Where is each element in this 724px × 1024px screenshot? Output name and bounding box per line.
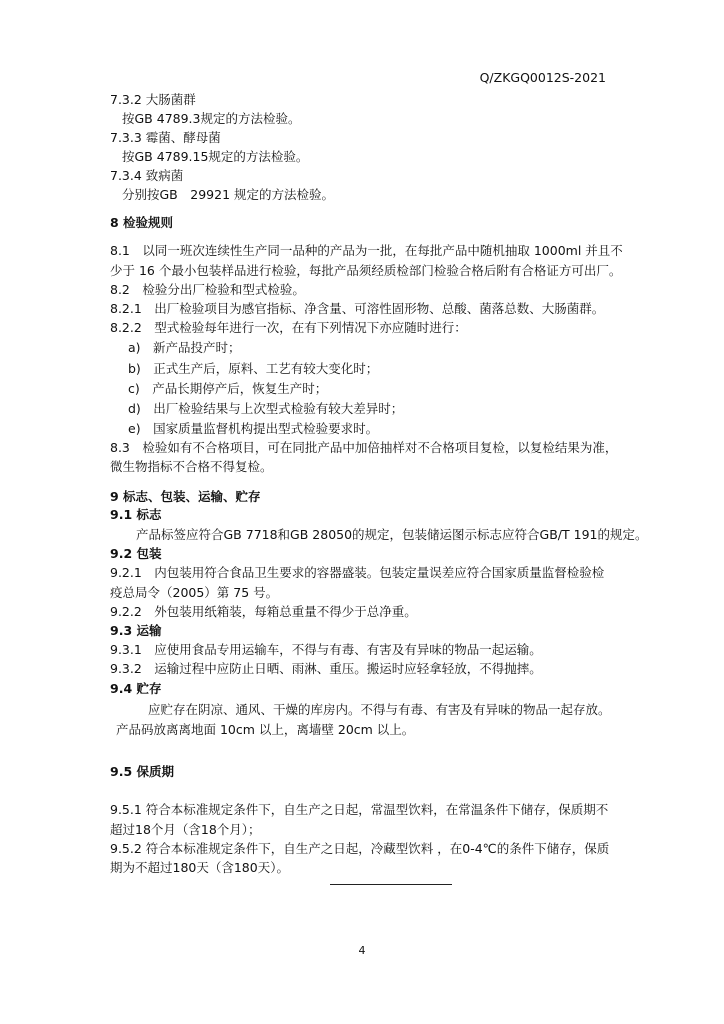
page-number: 4: [358, 944, 366, 957]
subsection-heading: 9.2 包装: [110, 546, 162, 561]
doc-code-header: Q/ZKGQ0012S-2021: [479, 70, 606, 85]
section-heading: 8 检验规则: [110, 215, 174, 230]
subsection-heading: 9.4 贮存: [110, 681, 162, 696]
paragraph-line: 9.2.2 外包装用纸箱装，每箱总重量不得少于总净重。: [110, 604, 417, 619]
paragraph-line: 疫总局令（2005）第 75 号。: [110, 585, 279, 600]
end-rule: [330, 884, 452, 885]
list-item: a) 新产品投产时；: [128, 340, 241, 355]
paragraph-line: 8.2.2 型式检验每年进行一次，在有下列情况下亦应随时进行：: [110, 320, 467, 335]
list-item: e) 国家质量监督机构提出型式检验要求时。: [128, 421, 379, 436]
subsection-heading: 9.1 标志: [110, 507, 162, 522]
paragraph-line: 期为不超过180天（含180天）。: [110, 860, 289, 875]
list-item: d) 出厂检验结果与上次型式检验有较大差异时；: [128, 401, 404, 416]
paragraph-line: 产品码放离离地面 10cm 以上，离墙壁 20cm 以上。: [116, 722, 415, 737]
paragraph-line: 8.1 以同一班次连续性生产同一品种的产品为一批，在每批产品中随机抽取 1000ml 并且不: [110, 243, 623, 258]
paragraph-line: 9.2.1 内包装用符合食品卫生要求的容器盛装。包装定量误差应符合国家质量监督检验检: [110, 565, 605, 580]
paragraph-line: 超过18个月（含18个月）；: [110, 822, 261, 837]
paragraph-line: 9.3.1 应使用食品专用运输车，不得与有毒、有害及有异味的物品一起运输。: [110, 642, 542, 657]
paragraph-line: 产品标签应符合GB 7718和GB 28050的规定，包装储运图示标志应符合GB/T 191的规定。: [136, 527, 648, 542]
paragraph-line: 9.5.2 符合本标准规定条件下，自生产之日起，冷藏型饮料 ，在0-4℃的条件下储存，保质: [110, 841, 610, 856]
paragraph-line: 少于 16 个最小包装样品进行检验，每批产品须经质检部门检验合格后附有合格证方可出厂。: [110, 263, 622, 278]
clause-heading: 7.3.2 大肠菌群: [110, 92, 196, 107]
clause-text: 按GB 4789.3规定的方法检验。: [122, 111, 301, 126]
list-item: b) 正式生产后，原料、工艺有较大变化时；: [128, 361, 379, 376]
paragraph-line: 微生物指标不合格不得复检。: [110, 459, 273, 474]
paragraph-line: 8.3 检验如有不合格项目，可在同批产品中加倍抽样对不合格项目复检，以复检结果为准，: [110, 440, 618, 455]
list-item: c) 产品长期停产后，恢复生产时；: [128, 381, 328, 396]
clause-text: 分别按GB 29921 规定的方法检验。: [122, 187, 335, 202]
paragraph-line: 应贮存在阴凉、通风、干燥的库房内。不得与有毒、有害及有异味的物品一起存放。: [148, 702, 611, 717]
subsection-heading: 9.3 运输: [110, 623, 162, 638]
section-heading: 9 标志、包装、运输、贮存: [110, 489, 261, 504]
subsection-heading: 9.5 保质期: [110, 764, 174, 779]
clause-heading: 7.3.3 霉菌、酵母菌: [110, 130, 221, 145]
clause-text: 按GB 4789.15规定的方法检验。: [122, 149, 309, 164]
paragraph-line: 8.2.1 出厂检验项目为感官指标、净含量、可溶性固形物、总酸、菌落总数、大肠菌群。: [110, 301, 605, 316]
paragraph-line: 8.2 检验分出厂检验和型式检验。: [110, 282, 305, 297]
paragraph-line: 9.5.1 符合本标准规定条件下，自生产之日起，常温型饮料，在常温条件下储存，保质期不: [110, 802, 609, 817]
clause-heading: 7.3.4 致病菌: [110, 168, 184, 183]
paragraph-line: 9.3.2 运输过程中应防止日晒、雨淋、重压。搬运时应轻拿轻放，不得抛摔。: [110, 661, 542, 676]
